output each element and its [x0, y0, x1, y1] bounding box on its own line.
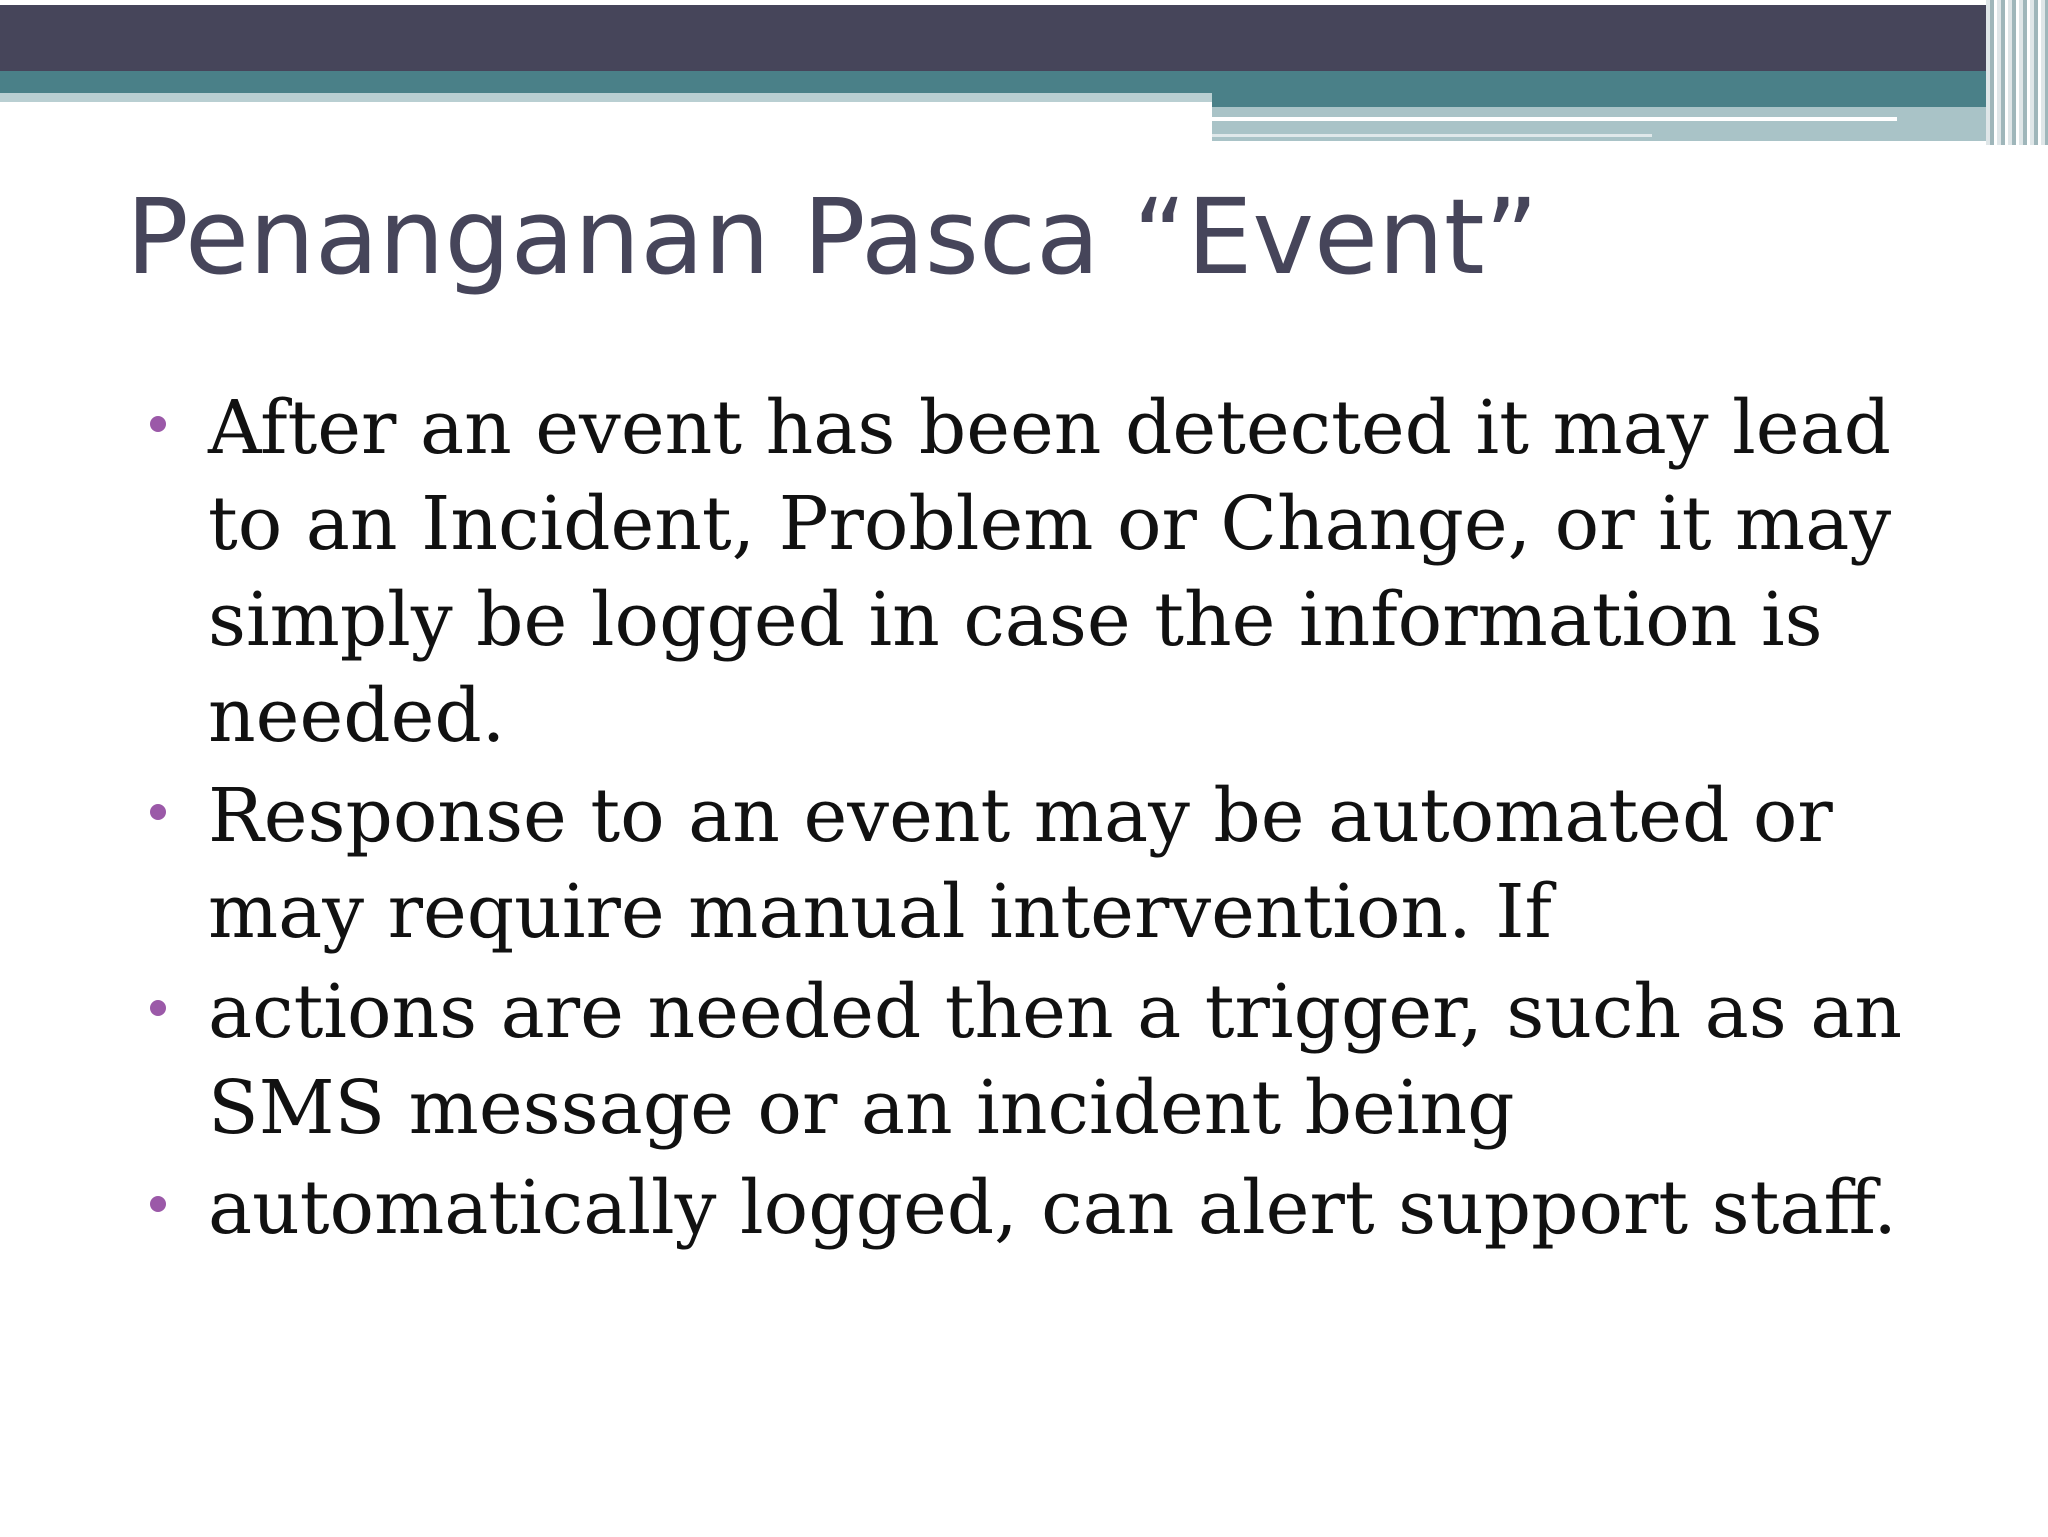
- header-stripes: [1986, 0, 2048, 145]
- bullet-text: Response to an event may be automated or may require manual intervention. If: [208, 773, 1833, 955]
- slide-title: Penanganan Pasca “Event”: [126, 176, 1539, 298]
- header-thin-line: [1212, 134, 1652, 137]
- header-bar-light-left: [0, 93, 1212, 102]
- bullet-dot-icon: [150, 1196, 166, 1212]
- bullet-text: actions are needed then a trigger, such as an SMS message or an incident being: [208, 969, 1903, 1151]
- bullet-text: automatically logged, can alert support staff.: [208, 1165, 1897, 1251]
- bullet-dot-icon: [150, 416, 166, 432]
- bullet-item: [150, 1160, 1930, 1256]
- header-bar-dark: [0, 5, 2048, 71]
- header-accent-line: [1212, 117, 1897, 121]
- bullet-item: [150, 964, 1930, 1156]
- bullet-dot-icon: [150, 804, 166, 820]
- bullet-item: [150, 768, 1930, 960]
- header-bar-teal: [0, 71, 2048, 93]
- bullet-text: After an event has been detected it may lead to an Incident, Problem or Change, or it may simply be logged in case the information is needed.: [208, 385, 1892, 759]
- bullet-list: [150, 380, 1930, 1260]
- bullet-dot-icon: [150, 1000, 166, 1016]
- bullet-item: [150, 380, 1930, 764]
